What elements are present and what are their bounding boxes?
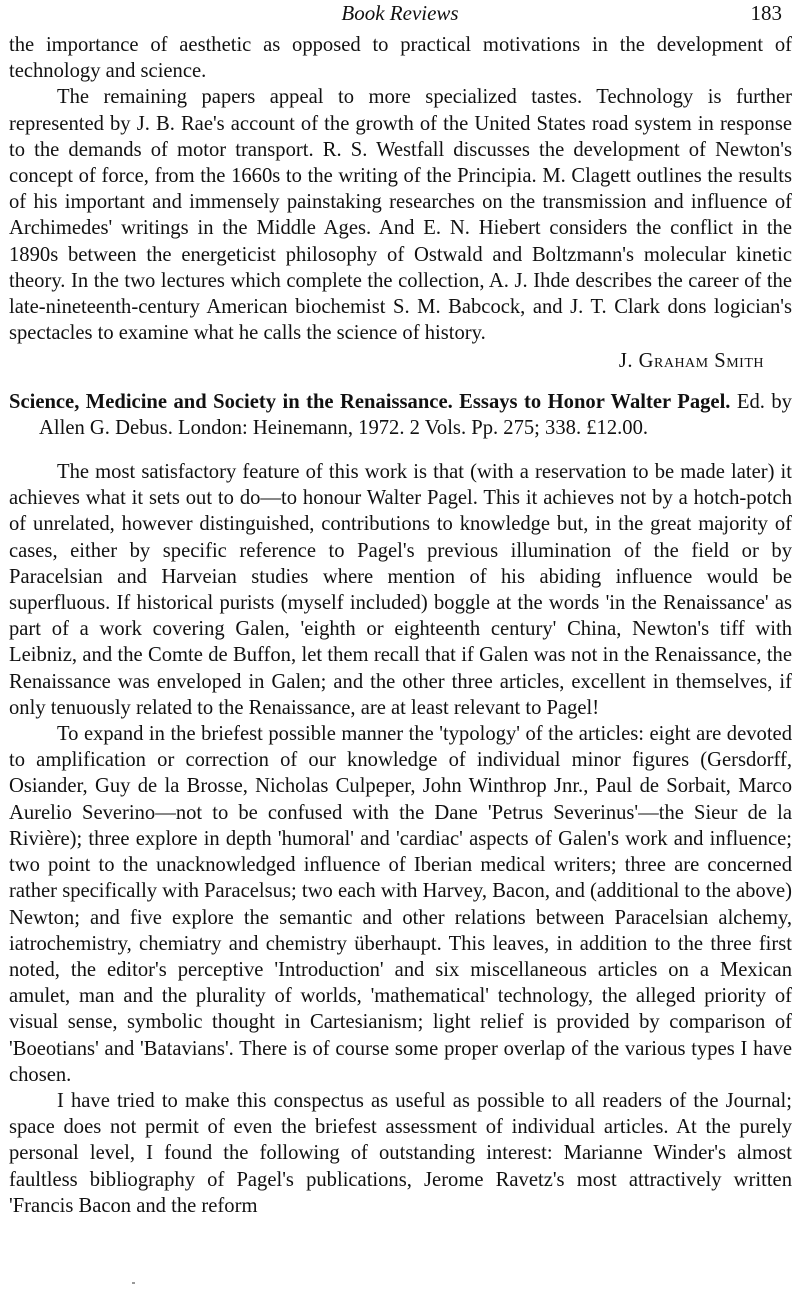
review1-paragraph-2: The remaining papers appeal to more specialized tastes. Technology is further represented by J. B. Rae's account of the growth of the United States road system in response to the demands of motor transport. R. S. Westfall discusses the development of Newton's concept of force, from the 1660s to the writing of the Principia. M. Clagett outlines the results of his important and immensely painstaking researches on the transmission and influence of Archimedes' writings in the Middle Ages. And E. N. Hiebert considers the conflict in the 1890s between the energeticist philosophy of Ostwald and Boltzmann's molecular kinetic theory. In the two lectures which complete the collection, A. J. Ihde describes the career of the late-nineteenth-century American biochemist S. M. Babcock, and J. T. Clark dons logician's spectacles to examine what he calls the science of history.	[9, 86, 792, 345]
review2-paragraph-2: To expand in the briefest possible manner the 'typology' of the articles: eight are devoted to amplification or correction of our knowledge of individual minor figures (Gersdorff, Osiander, Guy de la Brosse, Nicholas Culpeper, John Winthrop Jnr., Paul de Sorbait, Marco Aurelio Severino—not to be confused with the Dane 'Petrus Severinus'—the Sieur de la Rivière); three explore in depth 'humoral' and 'cardiac' aspects of Galen's work and influence; two point to the unacknowledged influence of Iberian medical writers; three are concerned rather specifically with Paracelsus; two each with Harvey, Bacon, and (additional to the above) Newton; and five explore the semantic and other relations between Paracelsian alchemy, iatrochemistry, chemiatry and chemistry überhaupt. This leaves, in addition to the three first noted, the editor's perceptive 'Introduction' and six miscellaneous articles on a Mexican amulet, man and the plurality of worlds, 'mathematical' technology, the alleged priority of visual sense, symbolic thought in Cartesianism; light relief is provided by comparison of 'Boeotians' and 'Batavians'. There is of course some proper overlap of the various types I have chosen.	[9, 723, 792, 1086]
running-title: Book Reviews	[341, 1, 459, 25]
review2-paragraph-3: I have tried to make this conspectus as useful as possible to all readers of the Journal; space does not permit of even the briefest assessment of individual articles. At the purely personal level, I found the following of outstanding interest: Marianne Winder's almost faultless bibliography of Pagel's publications, Jerome Ravetz's most attractively written 'Francis Bacon and the reform	[9, 1089, 792, 1217]
review1-paragraph-1: the importance of aesthetic as opposed to practical motivations in the development of technology and science.	[9, 34, 792, 83]
page-number: 183	[750, 1, 782, 25]
page-speck	[132, 1282, 135, 1284]
page-header	[0, 0, 800, 30]
reviewer-signature: J. Graham Smith	[618, 350, 764, 373]
book-citation: Ed. by Allen G. Debus. London: Heinemann, 1972. 2 Vols. Pp. 275; 338. £12.00.	[39, 390, 792, 439]
book-entry-heading	[9, 389, 792, 441]
review2-paragraph-1: The most satisfactory feature of this work is that (with a reservation to be made later) it achieves what it sets out to do—to honour Walter Pagel. This it achieves not by a hotch-potch of unrelated, however distinguished, contributions to knowledge but, in the great majority of cases, either by specific reference to Pagel's previous illumination of the field or by Paracelsian and Harveian studies where mention of his abiding influence would be superfluous. If historical purists (myself included) boggle at the words 'in the Renaissance' as part of a work covering Galen, 'eighth or eighteenth century' China, Newton's tiff with Leibniz, and the Comte de Buffon, let them recall that if Galen was not in the Renaissance, the Renaissance was enveloped in Galen; and the other three articles, excellent in themselves, if only tenuously related to the Renaissance, are at least relevant to Pagel!	[9, 461, 792, 719]
page-body	[9, 32, 792, 1219]
book-title: Science, Medicine and Society in the Renaissance. Essays to Honor Walter Pagel.	[9, 390, 731, 413]
